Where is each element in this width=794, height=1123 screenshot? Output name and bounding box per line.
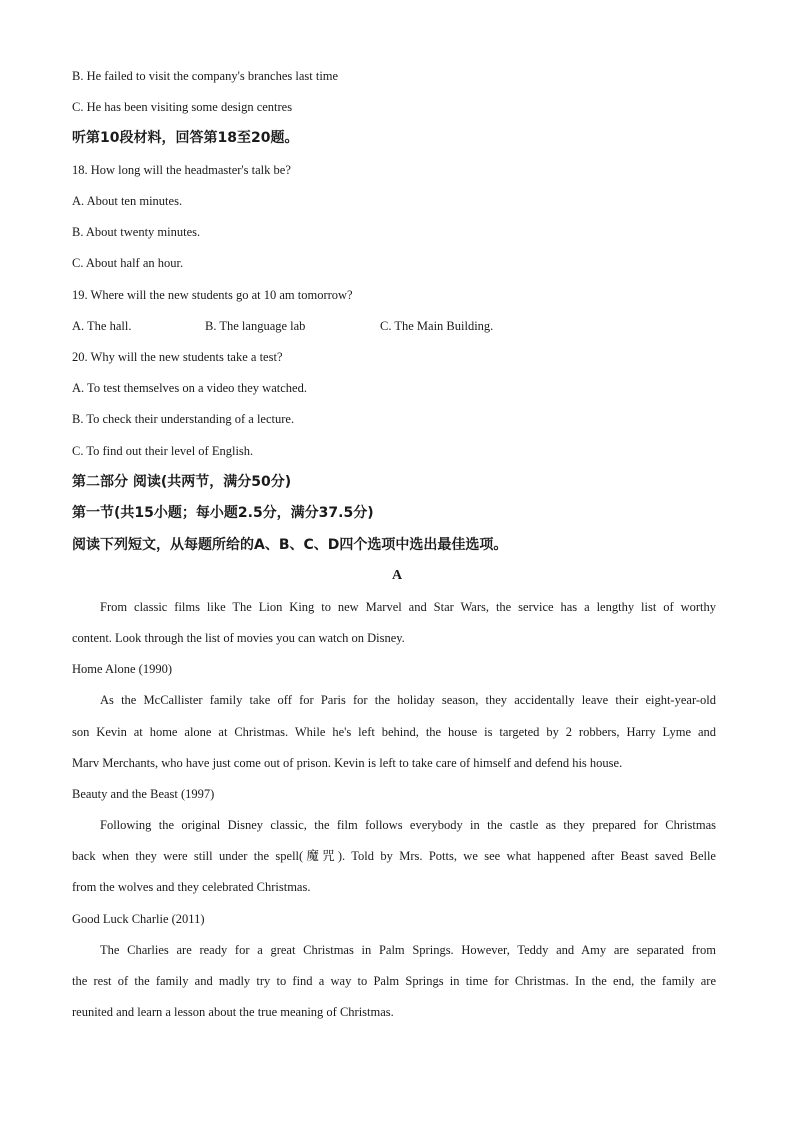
q19-question: 19. Where will the new students go at 10 am tomorrow?	[72, 288, 353, 302]
intro-line-1: From classic films like The Lion King to new Marvel and Star Wars, the service has a lengthy list of worthy	[100, 600, 716, 614]
q20-question: 20. Why will the new students take a test?	[72, 350, 283, 364]
q18-question: 18. How long will the headmaster's talk be?	[72, 163, 291, 177]
movie-desc-line: son Kevin at home alone at Christmas. While he's left behind, the house is targeted by 2 robbers, Harry Lyme and	[72, 725, 716, 739]
movie-title: Beauty and the Beast (1997)	[72, 787, 215, 801]
q19-option-c: C. The Main Building.	[380, 319, 494, 333]
q18-option-b: B. About twenty minutes.	[72, 225, 201, 239]
movie-desc-line: Marv Merchants, who have just come out of prison. Kevin is left to take care of himself and defend his house.	[72, 756, 623, 770]
reading-section-heading: 第一节(共15小题；每小题2.5分，满分37.5分)	[72, 505, 374, 521]
section10-heading: 听第10段材料，回答第18至20题。	[72, 130, 299, 146]
q20-option-c: C. To find out their level of English.	[72, 444, 254, 458]
movie-desc-line: The Charlies are ready for a great Christmas in Palm Springs. However, Teddy and Amy are separated from	[100, 943, 716, 957]
movie-desc-line: the rest of the family and madly try to find a way to Palm Springs in time for Christmas. In the end, the family are	[72, 974, 716, 988]
passage-label: A	[391, 568, 403, 583]
q19-option-b: B. The language lab	[205, 319, 306, 333]
q20-option-a: A. To test themselves on a video they watched.	[72, 381, 307, 395]
reading-instructions: 阅读下列短文，从每题所给的A、B、C、D四个选项中选出最佳选项。	[72, 537, 508, 553]
q19-option-a: A. The hall.	[72, 319, 132, 333]
movie-desc-line: from the wolves and they celebrated Christmas.	[72, 880, 311, 894]
movie-desc-line: reunited and learn a lesson about the true meaning of Christmas.	[72, 1005, 394, 1019]
movie-desc-line: back when they were still under the spell(魔咒). Told by Mrs. Potts, we see what happened after Beast saved Belle	[72, 849, 716, 863]
movie-title: Good Luck Charlie (2011)	[72, 912, 205, 926]
q18-option-c: C. About half an hour.	[72, 256, 184, 270]
movie-desc-line: Following the original Disney classic, the film follows everybody in the castle as they prepared for Christmas	[100, 818, 716, 832]
q17-option-b: B. He failed to visit the company's branches last time	[72, 69, 339, 83]
movie-title: Home Alone (1990)	[72, 662, 172, 676]
q17-option-c: C. He has been visiting some design centres	[72, 100, 293, 114]
q18-option-a: A. About ten minutes.	[72, 194, 183, 208]
reading-part-heading: 第二部分 阅读(共两节，满分50分)	[72, 474, 292, 490]
intro-line-2: content. Look through the list of movies you can watch on Disney.	[72, 631, 405, 645]
movie-desc-line: As the McCallister family take off for Paris for the holiday season, they accidentally leave their eight-year-old	[100, 693, 716, 707]
q20-option-b: B. To check their understanding of a lecture.	[72, 412, 295, 426]
